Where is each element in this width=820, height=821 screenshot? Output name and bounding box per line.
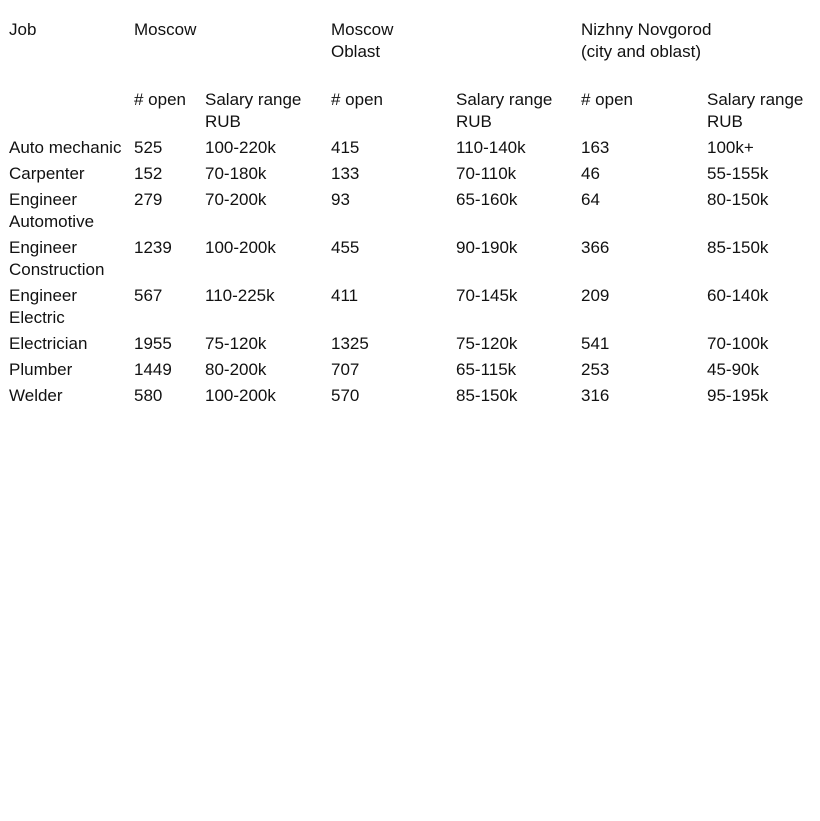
table-row [9,333,817,359]
nizhny-salary-cell: 85-150k [707,238,769,257]
job-cell: Welder [9,386,63,405]
moscow-oblast-salary-cell: 70-145k [456,286,518,305]
nizhny-salary-cell: 55-155k [707,164,769,183]
moscow-oblast-salary-cell: 90-190k [456,238,518,257]
moscow-salary-cell: 110-225k [205,286,275,305]
region-spacer [456,19,581,89]
table-row [9,359,817,385]
subheader-blank [9,89,134,137]
nizhny-salary-cell: 60-140k [707,286,769,305]
subheader-msk-salary: Salary range RUB [205,90,302,131]
job-cell: Electrician [9,334,88,353]
moscow-oblast-open-cell: 707 [331,360,360,379]
nizhny-open-cell: 253 [581,360,610,379]
region-header-moscow: Moscow [134,20,197,39]
moscow-salary-cell: 70-200k [205,190,267,209]
moscow-oblast-salary-cell: 85-150k [456,386,518,405]
moscow-open-cell: 580 [134,386,163,405]
moscow-oblast-salary-cell: 70-110k [456,164,517,183]
region-header-moscow-oblast: Moscow Oblast [331,20,394,61]
moscow-open-cell: 279 [134,190,163,209]
moscow-oblast-open-cell: 570 [331,386,360,405]
moscow-oblast-salary-cell: 75-120k [456,334,518,353]
nizhny-salary-cell: 45-90k [707,360,759,379]
jobs-table [9,19,817,411]
moscow-oblast-open-cell: 411 [331,286,359,305]
subheader-msk-open: # open [134,90,186,109]
nizhny-open-cell: 366 [581,238,610,257]
table-row [9,189,817,237]
job-cell: Engineer Construction [9,238,105,279]
jobs-table-container [9,19,817,411]
moscow-oblast-open-cell: 1325 [331,334,369,353]
moscow-open-cell: 1955 [134,334,172,353]
moscow-open-cell: 152 [134,164,163,183]
moscow-oblast-open-cell: 133 [331,164,360,183]
moscow-open-cell: 1239 [134,238,172,257]
moscow-open-cell: 525 [134,138,163,157]
nizhny-salary-cell: 95-195k [707,386,769,405]
moscow-oblast-open-cell: 415 [331,138,360,157]
nizhny-open-cell: 46 [581,164,600,183]
moscow-open-cell: 567 [134,286,163,305]
moscow-salary-cell: 80-200k [205,360,267,379]
job-cell: Carpenter [9,164,85,183]
moscow-salary-cell: 100-200k [205,386,276,405]
moscow-oblast-open-cell: 93 [331,190,350,209]
subheader-mo-open: # open [331,90,383,109]
moscow-open-cell: 1449 [134,360,172,379]
moscow-salary-cell: 70-180k [205,164,267,183]
subheader-nn-salary: Salary range RUB [707,90,804,131]
table-row [9,385,817,411]
table-row [9,163,817,189]
job-cell: Engineer Automotive [9,190,95,231]
table-row [9,285,817,333]
nizhny-open-cell: 316 [581,386,610,405]
nizhny-salary-cell: 100k+ [707,138,754,157]
region-header-nizhny-novgorod: Nizhny Novgorod (city and oblast) [581,20,712,61]
nizhny-open-cell: 64 [581,190,600,209]
nizhny-open-cell: 209 [581,286,610,305]
subheader-row [9,89,817,137]
table-body [9,137,817,411]
moscow-oblast-salary-cell: 110-140k [456,138,526,157]
nizhny-salary-cell: 70-100k [707,334,769,353]
moscow-oblast-salary-cell: 65-160k [456,190,518,209]
subheader-nn-open: # open [581,90,633,109]
nizhny-open-cell: 163 [581,138,610,157]
moscow-salary-cell: 100-220k [205,138,276,157]
moscow-salary-cell: 75-120k [205,334,267,353]
region-header-row [9,19,817,89]
job-column-header: Job [9,20,37,39]
nizhny-salary-cell: 80-150k [707,190,769,209]
moscow-oblast-open-cell: 455 [331,238,360,257]
nizhny-open-cell: 541 [581,334,610,353]
job-cell: Plumber [9,360,73,379]
moscow-oblast-salary-cell: 65-115k [456,360,517,379]
table-row [9,137,817,163]
moscow-salary-cell: 100-200k [205,238,276,257]
job-cell: Auto mechanic [9,138,122,157]
subheader-mo-salary: Salary range RUB [456,90,553,131]
table-row [9,237,817,285]
job-cell: Engineer Electric [9,286,78,327]
